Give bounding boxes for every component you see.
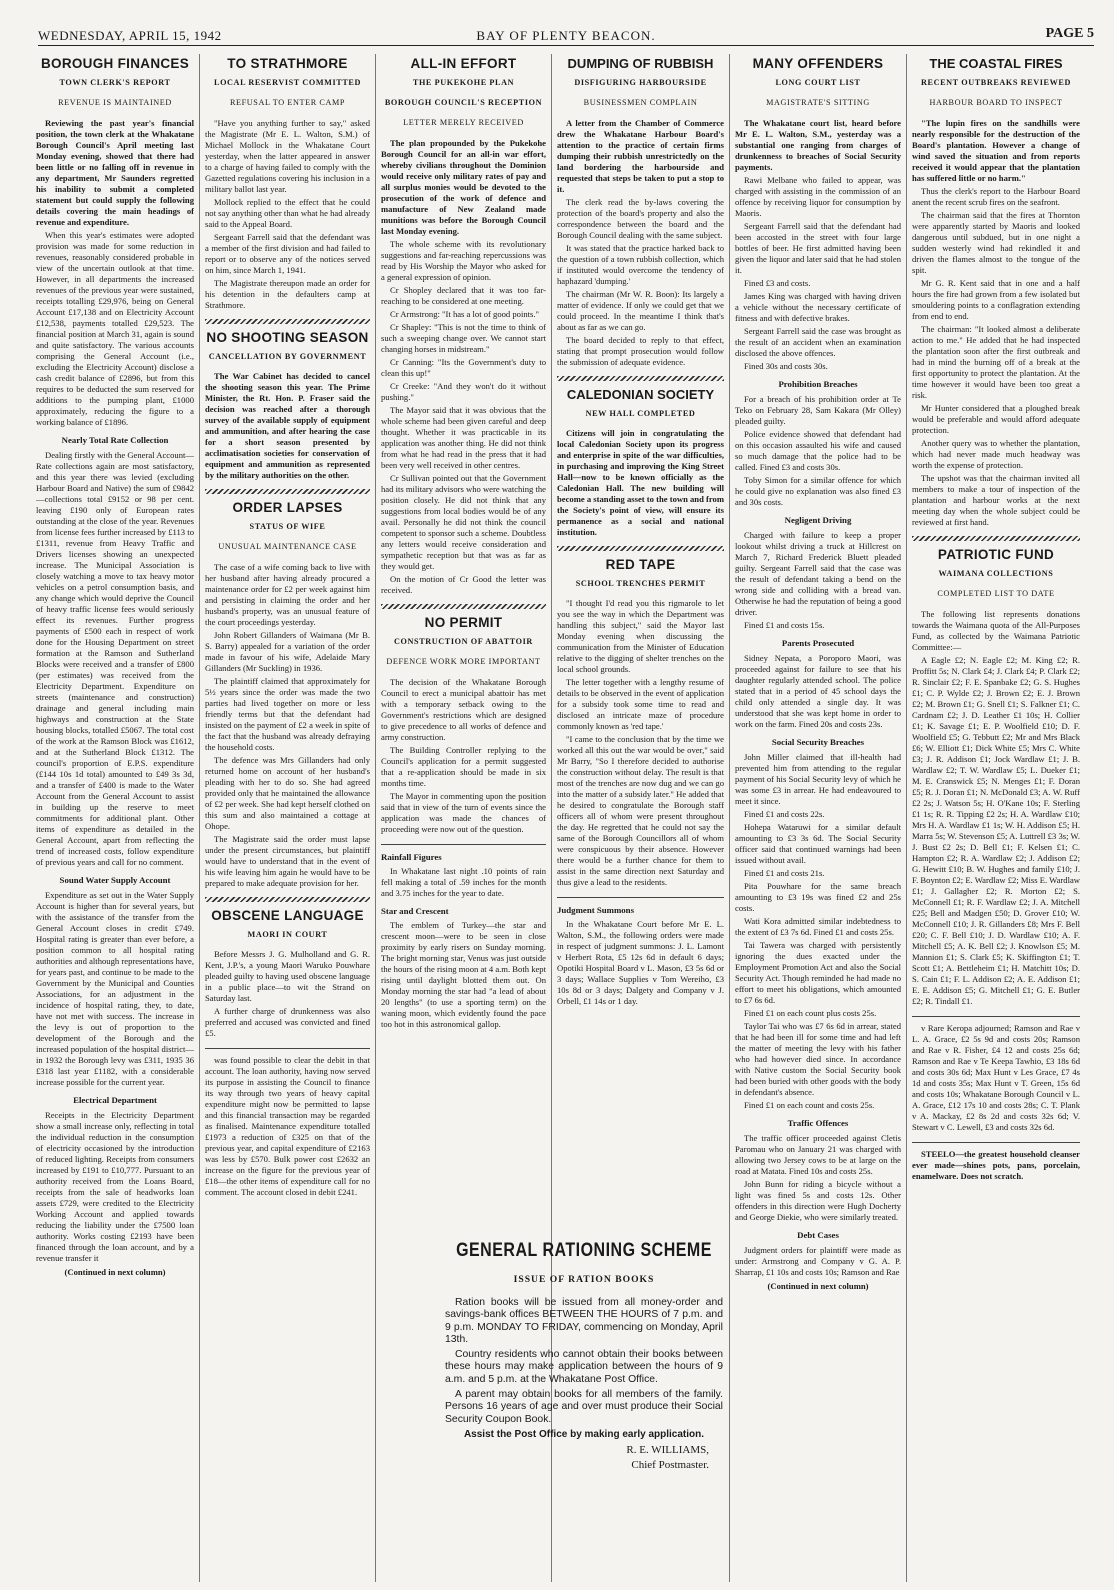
notice-title: GENERAL RATIONING SCHEME xyxy=(456,1240,712,1261)
divider xyxy=(912,1016,1080,1017)
paragraph: Cr Canning: "Its the Government's duty to clean this up!" xyxy=(381,357,546,378)
paragraph: Fined £1 and costs 15s. xyxy=(744,620,825,630)
paragraph: The Magistrate thereupon made an order for his detention in the defaulters camp at Strathmore. xyxy=(205,278,370,310)
paragraph: The upshot was that the chairman invited all members to make a tour of inspection of the plantation and harbour works at the next meeting day when the whole subject could be reviewed at first hand. xyxy=(912,473,1080,527)
paragraph: In the Whakatane Court before Mr E. L. Walton, S.M., the following orders were made in respect of judgment summons: J. L. Lamont v Herbert Rota, £5 12s 6d in default 6 days; Opotiki Hospital Board v L. Mason, £3 5s 6d or 3 days; Wallace Supplies v Tom Wereiho, £3 10s 8d or 3 days; Dalgety and Company v J. Orbell, £1 14s or 1 day. xyxy=(557,919,724,1006)
paragraph: "Have you anything further to say," asked the Magistrate (Mr E. L. Walton, S.M.) of Michael Mollock in the Whakatane Court yesterday, when the latter appeared in answer to a charge of having failed to comply with the Gazetted regulations covering his inclusion in a military ballot last year. xyxy=(205,118,370,194)
paragraph: The traffic officer proceeded against Cletis Paromau who on January 21 was charged with allowing two Jersey cows to be at large on the road at Matata. Fined 10s and costs 25s. xyxy=(735,1133,901,1176)
paragraph: The case of a wife coming back to live with her husband after having already procured a maintenance order for £2 per week against him and persisting in claiming the order and her husband's property, was an unusual feature of the court proceedings yesterday. xyxy=(205,562,370,627)
paragraph: John Bunn for riding a bicycle without a light was fined 5s and costs 12s. Other offenders in this direction were Hugh Docherty and George Diekie, who were similarly treated. xyxy=(735,1179,901,1222)
section-heading: Electrical Department xyxy=(73,1095,157,1105)
divider xyxy=(205,1048,370,1049)
paragraph: John Miller claimed that ill-health had prevented him from attending to the regular payment of his Social Security levy of which he was some £3 in arrear. He had endeavoured to meet it since. xyxy=(735,752,901,806)
paragraph: James King was charged with having driven a vehicle without the necessary certificate of fitness and with defective brakes. xyxy=(735,291,901,323)
divider xyxy=(912,1142,1080,1143)
subhead: CONSTRUCTION OF ABATTOIR xyxy=(394,637,533,646)
column-rule xyxy=(199,54,200,1582)
section-heading: Judgment Summons xyxy=(557,905,634,915)
headline-red-tape: RED TAPE xyxy=(605,557,676,572)
column-rule xyxy=(729,54,730,1582)
paragraph: Tai Tawera was charged with persistently ignoring the dues exacted under the Employment Promotion Act and also the Social Security Act. Though reminded he had made no effort to meet his obligations, which amounted to £7 6s 6d. xyxy=(735,940,901,1005)
paragraph: Cr Shopley declared that it was too far-reaching to be considered at one meeting. xyxy=(381,285,546,306)
paragraph: Fined £1 on each count and costs 25s. xyxy=(744,1100,875,1110)
subhead: CANCELLATION BY GOVERNMENT xyxy=(208,352,367,361)
headline-borough-finances: BOROUGH FINANCES xyxy=(40,56,190,71)
paragraph: Receipts in the Electricity Department show a small increase only, reflecting in total the individual reduction in the consumption of electricity occasioned by the introduction of reduced lighting. Receipts from consumers increased by £191 to £10,777. Pursuant to an authority received from the Loans Board, receipts from the sale of headworks loan assets £729, were credited to the Electricity Working Account and applied towards reducing the liability under the £7500 loan authority. Works costing £2193 have been financed through the loan account, and by a revenue transfer it xyxy=(36,1110,194,1263)
subhead: DEFENCE WORK MORE IMPORTANT xyxy=(386,657,541,666)
subhead: NEW HALL COMPLETED xyxy=(585,409,696,418)
masthead xyxy=(38,14,1094,46)
column-3 xyxy=(381,52,546,1222)
notice-paragraph: Country residents who cannot obtain their books between these hours may make application between the hours of 9 a.m. and 5 p.m. at the Whakatane Post Office. xyxy=(445,1349,723,1385)
page-number: PAGE 5 xyxy=(1045,26,1094,41)
divider xyxy=(557,376,724,381)
paragraph: Cr Sullivan pointed out that the Government had its military advisors who were watching the position closely. He did not think that any suggestions from local bodies would be of any avail. Personally he did not think the council competent to sponsor such a scheme. Doubtless any letters would receive consideration and sympathetic reception but that was as far as they would get. xyxy=(381,473,546,571)
paragraph: Mr Hunter considered that a ploughed break would be preferable and would afford adequate protection. xyxy=(912,403,1080,435)
section-heading: Traffic Offences xyxy=(787,1118,849,1128)
paragraph: The Mayor said that it was obvious that the whole scheme had been given careful and deep thought. Whether it was practicable in its application was another thing. He did not think from what he had read in the press that it had been very well received in other centres. xyxy=(381,405,546,470)
subhead: DISFIGURING HARBOURSIDE xyxy=(574,78,707,87)
paragraph: Another query was to whether the plantation, which had never made much headway was worth the expense of protection. xyxy=(912,438,1080,470)
headline-all-in-effort: ALL-IN EFFORT xyxy=(410,56,517,71)
paragraph: The chairman said that the fires at Thornton were apparently started by Maoris and looked dangerous until subdued, but in one night a sudden westerly wind had rekindled it and driven the flames almost to the tongue of the spit. xyxy=(912,210,1080,275)
paragraph: Fined £3 and costs. xyxy=(744,278,811,288)
paragraph: The chairman: "It looked almost a deliberate action to me." He added that he had inspected the plantation soon after the first outbreak and had in mind the burning off of a break at the first opportunity to protect the plantation. At the time however it would have been too great a risk. xyxy=(912,324,1080,400)
paragraph: The plaintiff claimed that approximately for 5½ years since the order was made the two parties had lived together on more or less friendly terms but that the defendant had insisted on the payment of £2 a week in spite of the fact that the husband was already defraying the household costs. xyxy=(205,676,370,752)
subhead: REFUSAL TO ENTER CAMP xyxy=(229,98,346,107)
paragraph: In Whakatane last night .10 points of rain fell making a total of .59 inches for the month and 3.75 inches for the year to date. xyxy=(381,866,546,898)
column-6 xyxy=(912,52,1080,1584)
subhead: STATUS OF WIFE xyxy=(249,522,326,531)
paragraph: Fined £1 and costs 22s. xyxy=(744,809,825,819)
paragraph: A further charge of drunkenness was also preferred and accused was convicted and fined £5. xyxy=(205,1006,370,1038)
paragraph: Thus the clerk's report to the Harbour Board anent the recent scrub fires on the seafront. xyxy=(912,186,1080,207)
lead-paragraph: "The lupin fires on the sandhills were nearly responsible for the destruction of the Board's plantation. However a change of wind saved the situation and from reports received it would appear that the plantation has suffered little or no harm." xyxy=(912,118,1080,183)
paragraph: Dealing firstly with the General Account—Rate collections again are most satisfactory, and this year there was levied (excluding Harbour Board and Native) the sum of £9842—collections total £9152 or 98 per cent. leaving £190 only of European rates outstanding at the close of the year. Revenues from license fees further increased by £113 to £1311, revenue from Heavy Traffic and Drivers licenses showing an unexpected increase. The Municipal Association is closely watching a move to tax heavy motor vehicles on a petrol consumption basis, and any change which would deprive the Council of heavy traffic license fees would seriously effect its revenues. Further progress payments of £500 each in respect of work done for the Housing Department on street formation at the Ramson and Sutherland Blocks were received and a transfer of £800 (per estimates) was received from the Electricity Department. Expenditure on streets (maintenance and construction) drainage and general including main highways and construction at the State housing blocks, totalled £5067. The total cost of the work at the Ramson Block was £1612, and at the Sutherland Block £1312. The council's proportion of E.P.S. expenditure (£144 10s 1d total) amounted to £49 3s 3d, and a transfer of £400 is made to the Water Account from the General Account to assist in building up the reserve to meet commitments for additional plant. Other items of expenditure as detailed in the General Account, apart from reflecting the trend of increased costs, follow expenditure of previous years and call for no comment. xyxy=(36,450,194,867)
paragraph: The Building Controller replying to the Council's application for a permit suggested that a re-application should be made in six months time. xyxy=(381,745,546,788)
section-heading: Negligent Driving xyxy=(784,515,852,525)
paragraph: The chairman (Mr W. R. Boon): Its largely a matter of evidence. If only we could get that we could proceed. In the meantime I think that's about as far as we can go. xyxy=(557,289,724,332)
section-heading: Social Security Breaches xyxy=(771,737,865,747)
paragraph: John Robert Gillanders of Waimana (Mr B. S. Barry) appealed for a variation of the order made in favour of his wife, Adelaide Mary Gillanders (Mr Suckling) in 1936. xyxy=(205,630,370,673)
paragraph: The following list represents donations towards the Waimana quota of the All-Purposes Fund, as collected by the Waimana Patriotic Committee:— xyxy=(912,609,1080,652)
paragraph: Mr G. R. Kent said that in one and a half hours the fire had grown from a few isolated but smouldering points to a conflagration extending from end to end. xyxy=(912,278,1080,321)
section-heading: Star and Crescent xyxy=(381,906,449,916)
headline-to-strathmore: TO STRATHMORE xyxy=(227,56,348,71)
paragraph: Sergeant Farrell said that the defendant was a member of the first division and had failed to report or to observe any of the notices served on him, since March 1, 1941. xyxy=(205,232,370,275)
masthead-rule xyxy=(38,45,1094,46)
subhead: WAIMANA COLLECTIONS xyxy=(938,569,1054,578)
subhead: BUSINESSMEN COMPLAIN xyxy=(583,98,698,107)
subhead: LETTER MERELY RECEIVED xyxy=(403,118,524,127)
paragraph: Cr Armstrong: "It has a lot of good points." xyxy=(390,309,540,319)
paragraph: The letter together with a lengthy resume of details to be observed in the event of application for a subsidy took some time to read and disclosed an intricate maze of procedure commonly known as 'red tape.' xyxy=(557,677,724,731)
paragraph: "I thought I'd read you this rigmarole to let you see the way in which the Department was handling this subject," said the Mayor last Monday evening when discussing the communication from the Minister of Education relative to the digging of shelter trenches on the local school grounds. xyxy=(557,598,724,674)
paragraph: Pita Pouwhare for the same breach amounting to £3 19s was fined £2 and 25s costs. xyxy=(735,881,901,913)
paragraph: The decision of the Whakatane Borough Council to erect a municipal abattoir has met with a temporary setback owing to the Government's restrictions which are designed to give precedence to all works of defence and army construction. xyxy=(381,677,546,742)
paragraph: The whole scheme with its revolutionary suggestions and far-reaching repercussions was read by His Worship the Mayor who asked for a general expression of opinion. xyxy=(381,239,546,282)
subhead: LOCAL RESERVIST COMMITTED xyxy=(214,78,361,87)
paragraph: Fined £1 on each count plus costs 25s. xyxy=(744,1008,877,1018)
paragraph: Police evidence showed that defendant had on this occasion assaulted his wife and caused so much damage that the police had to be called. Fined £3 and costs 30s. xyxy=(735,429,901,472)
continued-note: (Continued in next column) xyxy=(64,1267,166,1277)
divider xyxy=(381,844,546,845)
subhead: SCHOOL TRENCHES PERMIT xyxy=(575,579,706,588)
paragraph: Before Messrs J. G. Mulholland and G. R. Kent, J.P.'s, a young Maori Waruko Pouwhare pleaded guilty to having used obscene language in a public place—to wit the Strand on Saturday last. xyxy=(205,949,370,1003)
lead-paragraph: A letter from the Chamber of Commerce drew the Whakatane Harbour Board's attention to the practice of certain firms dumping their rubbish unrestrictedly on the land bordering the harbourside and requested that steps be taken to put a stop to it. xyxy=(557,118,724,194)
headline-no-permit: NO PERMIT xyxy=(424,615,503,630)
paragraph: Hohepa Wataruwi for a similar default amounting to £3 3s 6d. The Social Security officer said that continued warnings had been issued without avail. xyxy=(735,822,901,865)
section-heading: Rainfall Figures xyxy=(381,852,442,862)
paragraph: When this year's estimates were adopted provision was made for some reduction in revenues, reasonably considered probable in view of the uncertain outlook at that time. However, in all departments the increased revenues of the previous year were sustained, receipts totalling £29,976, being on General Account £17,138 and on Electricity Account £12,538, payments totalled £29,523. The financial position at March 31, again is sound and quite satisfactory. The various accounts comprising the General Account (i.e., excluding the Electricity Account) disclose a cash credit balance of £2896, but from this requires to be deducted the sum reserved for additions to the pumping plant, £1000 approximately, reducing the figure to a working balance of £1896. xyxy=(36,230,194,427)
headline-the-coastal-fires: THE COASTAL FIRES xyxy=(929,56,1063,71)
continued-note: (Continued in next column) xyxy=(767,1281,869,1291)
paragraph: Cr Creeke: "And they won't do it without pushing." xyxy=(381,381,546,402)
divider xyxy=(912,536,1080,541)
divider xyxy=(557,546,724,551)
subhead: MAORI IN COURT xyxy=(247,930,328,939)
lead-paragraph: The Whakatane court list, heard before Mr E. L. Walton, S.M., yesterday was a substantial one ranging from charges of drunkenness to breaches of Social Security payments. xyxy=(735,118,901,172)
issue-date: WEDNESDAY, APRIL 15, 1942 xyxy=(38,28,222,43)
paragraph: It was stated that the practice harked back to the question of a town rubbish collection, which if instituted would overcome the tendency of haphazard 'dumping.' xyxy=(557,243,724,286)
paragraph: For a breach of his prohibition order at Te Teko on February 28, Sam Kakara (Mr Olley) pleaded guilty. xyxy=(735,394,901,426)
section-heading: Debt Cases xyxy=(797,1230,839,1240)
lead-paragraph: Citizens will join in congratulating the local Caledonian Society upon its progress and enterprise in spite of the war difficulties, in purchasing and improving the King Street Hall—now to be known officially as the Caledonian Hall. The new building will become a standing asset to the town and from the Society's point of view, will ensure its permanence as a social and national institution. xyxy=(557,428,724,537)
subhead: UNUSUAL MAINTENANCE CASE xyxy=(218,542,357,551)
notice-paragraph: Ration books will be issued from all money-order and savings-bank offices BETWEEN THE HOURS of 7 p.m. and 9 p.m. MONDAY TO FRIDAY, commencing on Monday, April 13th. xyxy=(445,1297,723,1345)
subhead: TOWN CLERK'S REPORT xyxy=(59,78,171,87)
divider xyxy=(557,897,724,898)
subhead: MAGISTRATE'S SITTING xyxy=(766,98,870,107)
column-4 xyxy=(557,52,724,1222)
headline-many-offenders: MANY OFFENDERS xyxy=(752,56,884,71)
subhead: LONG COURT LIST xyxy=(775,78,861,87)
paragraph: Charged with failure to keep a proper lookout whilst driving a truck at Hillcrest on March 7, Richard Frederick Bluett pleaded guilty. Sergeant Farrell said that the case was the result of defendant taking a bend on the wrong side and colliding with a bread van. Otherwise he had the reputation of being a good driver. xyxy=(735,530,901,617)
subhead: REVENUE IS MAINTAINED xyxy=(58,98,172,107)
divider xyxy=(205,897,370,902)
notice-paragraph: A parent may obtain books for all members of the family. Persons 16 years of age and over must produce their Social Security Coupon Book. xyxy=(445,1389,723,1425)
paragraph: The Mayor in commenting upon the position said that in view of the turn of events since the application was made the chances of proceeding were now out of the question. xyxy=(381,791,546,834)
paragraph: The board decided to reply to that effect, stating that prompt prosecution would follow the submission of adequate evidence. xyxy=(557,335,724,367)
headline-no-shooting-season: NO SHOOTING SEASON xyxy=(206,330,369,345)
paragraph: Fined 30s and costs 30s. xyxy=(744,361,828,371)
lead-paragraph: The War Cabinet has decided to cancel the shooting season this year. The Prime Minister, the Rt. Hon. P. Fraser said the decision was reached after a thorough survey of the available supply of equipment and ammunition, and after hearing the case for a short season presented by acclimatisation societies for conservation of equipment and ammunition as represented by the military authorities on the other. xyxy=(205,371,370,480)
lead-paragraph: The plan propounded by the Pukekohe Borough Council for an all-in war effort, whereby civilians throughout the Dominion would receive only military rates of pay and all surplus monies would be devoted to the prosecution of the work of defence and manufacture of New Zealand made munitions was before the Borough Council last Monday evening. xyxy=(381,138,546,236)
paragraph: Toby Simon for a similar offence for which he could give no explanation was also fined £3 and 30s costs. xyxy=(735,475,901,507)
headline-patriotic-fund: PATRIOTIC FUND xyxy=(937,547,1055,562)
notice-subtitle: ISSUE OF RATION BOOKS xyxy=(513,1274,655,1285)
continued-paragraph: was found possible to clear the debit in that account. The loan authority, having now served its purpose in assisting the Council to finance its way through two years of heavy capital expenditure might now be permitted to lapse and this financial transaction may be regarded as finalised. Maintenance expenditure totalled £1973 a reduction of £325 on that of the previous year, and capital expenditure of £2163 was less by £570. Bulk power cost £2632 an increase on the figure for the previous year of £18—the other items of expenditure call for no comment. The account closed in debit £241. xyxy=(205,1055,370,1197)
column-rule xyxy=(906,54,907,1582)
divider xyxy=(205,319,370,324)
paragraph: On the motion of Cr Good the letter was received. xyxy=(381,574,546,595)
paragraph: "I came to the conclusion that by the time we worked all this out the war would be over," said Mr Barry, "So I therefore decided to authorise the construction without delay. The result is that most of the trenches are now dug and we can go into the matter of a subsidy later." He added that he desired to congratulate the Borough staff officers all of whom were present throughout the day. He regretted that he could not say the same of the Borough Councillors all of whom were conspicuous by their absence. However there would be a further chance for them to assist in the same direction next Saturday and thus give a lead to the residents. xyxy=(557,734,724,887)
subhead: THE PUKEKOHE PLAN xyxy=(412,78,515,87)
headline-caledonian-society: CALEDONIAN SOCIETY xyxy=(566,387,715,402)
section-heading: Prohibition Breaches xyxy=(778,379,858,389)
subhead: COMPLETED LIST TO DATE xyxy=(937,589,1055,598)
paragraph: Expenditure as set out in the Water Supply Account is higher than for several years, but with the assistance of the transfer from the General Account closes in credit £749. Hospital rating is greater than ever before, a position common to all hospital rating authorities and although representations have, for years past, and continue to be made to the Government by the Municipal and Counties Associations, for an adjustment in the incidence of hospital rating, they, to date, have not met with success. The increase in the levy is out of proportion to the development of the Borough and the increased population of the hospital district—in 1932 the Borough levy was £311, 1935 36 £318 last year £1182, with a considerable increase possible for the current year. xyxy=(36,890,194,1087)
paragraph: The emblem of Turkey—the star and crescent moon—were to be seen in close proximity by early risers on Sunday morning. The bright morning star, Venus was just outside the hours of the rising moon at 4 a.m. Both kept rising until daylight blotted them out. On Monday morning the star had "a lead of about 20 lengths" (to use a sporting term) on the waning moon, which evidently found the pace too hot in this astronomical gallop. xyxy=(381,920,546,1029)
headline-dumping-of-rubbish: DUMPING OF RUBBISH xyxy=(567,56,714,71)
paragraph: The defence was Mrs Gillanders had only returned home on account of her husband's pleading with her to do so. She had agreed provided only that he maintained the allowance of £2 per week. She had kept herself clothed on this sum and also maintained a cottage at Ohope. xyxy=(205,755,370,831)
paragraph: Cr Shapley: "This is not the time to think of such a sweeping change over. We cannot start changing horses in midstream." xyxy=(381,322,546,354)
column-1 xyxy=(36,52,194,1584)
headline-obscene-language: OBSCENE LANGUAGE xyxy=(211,908,364,923)
column-5 xyxy=(735,52,901,1584)
notice-signer-title: Chief Postmaster. xyxy=(631,1459,709,1472)
section-heading: Parents Prosecuted xyxy=(781,638,855,648)
paragraph: Sergeant Farrell said that the defendant had been accosted in the street with four large bottles of beer. He first admitted having been given the liquor and later said that he had stolen it. xyxy=(735,221,901,275)
paragraph: Judgment orders for plaintiff were made as under: Armstrong and Company v G. A. P. Sharrap, £1 10s and costs 10s; Ramson and Rae xyxy=(735,1245,901,1277)
paragraph: The clerk read the by-laws covering the protection of the board's property and also the correspondence between the board and the Borough Council dealing with the same subject. xyxy=(557,197,724,240)
subhead: BOROUGH COUNCIL'S RECEPTION xyxy=(384,98,543,107)
donor-list: A Eagle £2; N. Eagle £2; M. King £2; R. Proffitt 5s; N. Clark £4; J. Clark £4; P. Clark £2; R. Sinclair £2; F. E. Spanbake £2; G. S. Hughes £1; C. P. Wylde £2; J. Brown £2; E. J. Brown £2; M. Brown £1; G. Snell £1; S. Falkner £1; C. Cardnam £2; J. D. Leather £1 10s; H. Collier £1; K. Savage £1; E. P. Woolfield £10; D. F. Woolfield £5; G. Tebbutt £2; Mr and Mrs Black £6; W. Elliott £1; Dick White £5; Mrs C. White £3; J. R. Addison £1; Jock Wardlaw £1; J. B. Wardlaw £2; T. W. Wardlaw £5; L. Dueker £1; M. E. Cranswick £5; N. Menges £1; F. Doran £5; R. J. Doran £1; N. McDonald £3; A. W. Ruff £2 2s; J. Watson 5s; H. O'Kane 10s; F. Sterling £1 1s; R. R. Tipping £2 2s; H. A. Wardlaw £10; Mrs H. A. Wardlaw £1 1s; W. H. Addison £5; H. Marra 5s; W. Stevenson £5; A. Luttrell £3 3s; W. J. Bust £2 2s; D. Bell £1; F. Kelsen £1; C. Hampton £2; R. A. Wardlaw £2; J. Addison £2; G. Hewitt £10; B. W. Hughes and family £10; J. F. Boynton £2; E. Wardlaw £2; Miss E. Wardlaw £1; J. Gallagher £2; R. Morton £2; S. McConnell £1; R. F. Wardlaw £2; J. A. Mitchell £25; Bell and Madgen £50; D. Grover £10; W. McConnell £10; J. R. Gillanders £8; Mrs F. Bell £20; C. F. Bell £10; J. D. Wardlaw £10; A. F. Mitchell £5; A. K. Bell £2; J. Knowlson £5; M. Mannion £1; S. Clark £5; K. Skiffington £1; T. Scott £1; A. Bettleheim £1; H. Matchitt 10s; D. S. Cain £1; F. L. Addison £2; A. E. Addison £1; E. E. Addison £5; G. Mitchell £1; G. E. Butler £2; R. Tindall £1. xyxy=(912,655,1080,1006)
subhead: RECENT OUTBREAKS REVIEWED xyxy=(921,78,1071,87)
rationing-notice xyxy=(445,1232,723,1470)
divider xyxy=(205,489,370,494)
section-heading: Nearly Total Rate Collection xyxy=(61,435,169,445)
paragraph: Wati Kora admitted similar indebtedness to the extent of £3 7s 6d. Fined £1 and costs 25s. xyxy=(735,916,901,937)
paragraph: Rawi Melbane who failed to appear, was charged with assisting in the commission of an offence by receiving liquor for consumption by Maoris. xyxy=(735,175,901,218)
paragraph: Sidney Nepata, a Poroporo Maori, was proceeded against for failure to see that his daughter regularly attended school. The police stated that in a period of 45 school days the child only attended a single day. It was understood that she was kept home in order to work on the farm. Fined 20s and costs 23s. xyxy=(735,653,901,729)
paragraph: Taylor Tai who was £7 6s 6d in arrear, stated that he had been ill for some time and had left the matter of meeting the levy with his father who had however died since. In accordance with Native custom the Social Security book had been buried with other goods with the body in defendant's absence. xyxy=(735,1021,901,1097)
paragraph: Mollock replied to the effect that he could not say anything other than what he had already said to the Appeal Board. xyxy=(205,197,370,229)
notice-signer: R. E. WILLIAMS, xyxy=(626,1444,709,1457)
paragraph: Fined £1 and costs 21s. xyxy=(744,868,825,878)
paragraph: The Magistrate said the order must lapse under the present circumstances, but plaintiff would have to understand that in the event of his wife leaving him again he would have to be prepared to make adequate provision for her. xyxy=(205,834,370,888)
headline-order-lapses: ORDER LAPSES xyxy=(232,500,343,515)
subhead: HARBOUR BOARD TO INSPECT xyxy=(929,98,1063,107)
column-2 xyxy=(205,52,370,1584)
steelo-advertisement: STEELO—the greatest household cleanser ever made—shines pots, pans, porcelain, enamelware. Does not scratch. xyxy=(912,1149,1080,1181)
lead-paragraph: Reviewing the past year's financial position, the town clerk at the Whakatane Borough Council's April meeting last Monday evening, showed that there had been little or no falling off in revenue in any department, Mr Saunders regretted his inability to submit a completed statement but could supply the following details covering the main headings of revenue and expenditure. xyxy=(36,118,194,227)
column-rule xyxy=(375,54,376,1582)
section-heading: Sound Water Supply Account xyxy=(59,875,171,885)
divider xyxy=(381,604,546,609)
paper-name: BAY OF PLENTY BEACON. xyxy=(476,28,656,43)
notice-appeal: Assist the Post Office by making early application. xyxy=(463,1428,705,1440)
continued-paragraph: v Rare Keropa adjourned; Ramson and Rae v L. A. Grace, £2 5s 9d and costs 20s; Ramson and Rae v R. Fisher, £4 12 and costs 25s 6d; Ramson and Rae v Te Keepa Tawhio, £3 18s 6d and costs 30s 6d; Max Hunt v Les Grace, £7 4s 1d and costs 35s; Max Hunt v T. Green, 15s 6d and costs 10s; Whakatane Borough Council v L. A. Grace, £12 17s 10 and costs 28s; C. T. Plank v A. Mackay, £2 8s 2d and costs 32s 6d; V. Stewart v C. Lewell, £3 and costs 32s 6d. xyxy=(912,1023,1080,1132)
paragraph: Sergeant Farrell said the case was brought as the result of an accident when an examination disclosed the above offences. xyxy=(735,326,901,358)
